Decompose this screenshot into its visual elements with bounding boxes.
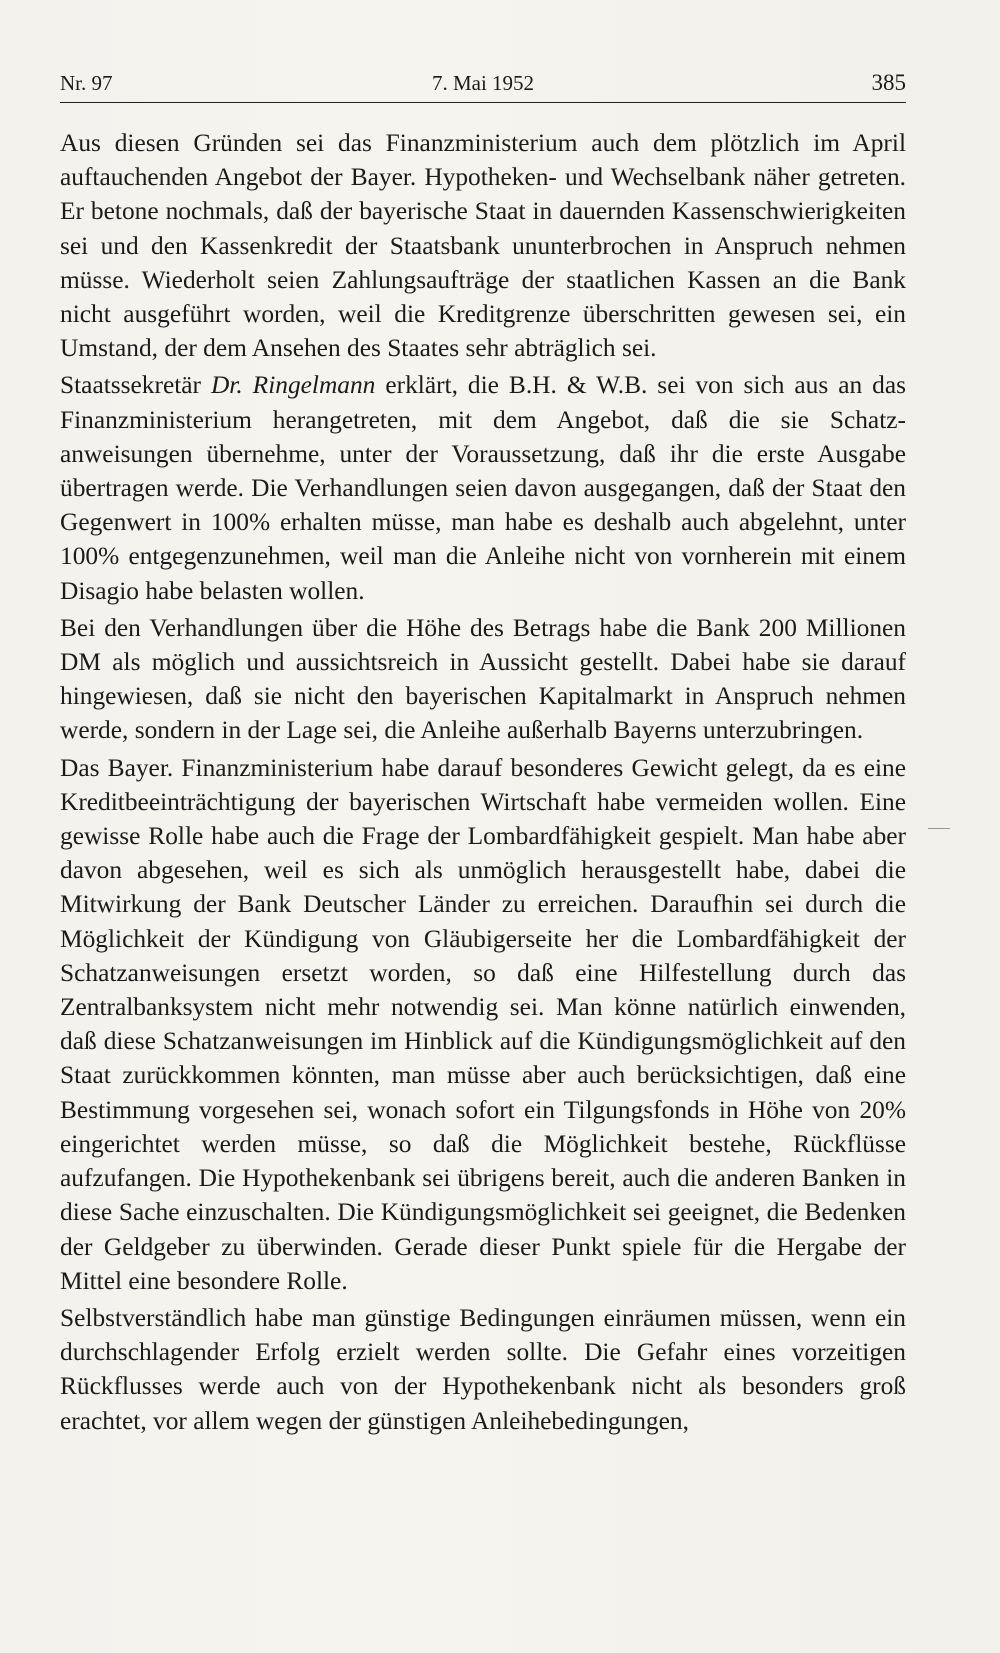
running-header bbox=[60, 68, 906, 98]
paragraph bbox=[60, 368, 906, 607]
paragraph-text: Staatssekretär bbox=[60, 371, 211, 400]
page-number: 385 bbox=[871, 70, 906, 95]
paragraph: Bei den Verhandlungen über die Höhe des Betrags habe die Bank 200 Millionen DM als möglich und aussichtsreich in Aussicht gestellt. Dabei habe sie darauf hingewiesen, daß sie nicht den bayerischen Kapitalmarkt in Anspruch nehmen werde, sondern in der Lage sei, die Anleihe außerhalb Bayerns unterzubringen. bbox=[60, 613, 906, 745]
person-name: Dr. Ringelmann bbox=[210, 371, 376, 400]
header-date: 7. Mai 1952 bbox=[431, 71, 535, 95]
paragraph: Das Bayer. Finanzministerium habe darauf besonderes Gewicht gelegt, da es eine Kreditbeeinträchtigung der bayerischen Wirtschaft habe vermeiden wollen. Eine gewisse Rolle habe auch die Frage der Lombardfähigkeit gespielt. Man habe aber davon abgesehen, weil es sich als unmöglich herausgestellt habe, dabei die Mitwirkung der Bank Deutscher Länder zu erreichen. Daraufhin sei durch die Möglichkeit der Kündigung von Gläubigerseite her die Lombardfähigkeit der Schatzanweisungen ersetzt worden, so daß eine Hilfestellung durch das Zentralbanksystem nicht mehr notwendig sei. Man könne natürlich einwenden, daß diese Schatzanweisungen im Hinblick auf die Kündigungsmöglichkeit auf den Staat zurückkommen könnten, man müsse aber auch berücksichtigen, daß eine Bestimmung vorgesehen sei, wonach sofort ein Tilgungsfonds in Höhe von 20% eingerichtet werden müsse, so daß die Möglichkeit bestehe, Rückflüsse aufzufangen. Die Hypothekenbank sei übrigens bereit, auch die anderen Banken in diese Sache einzuschalten. Die Kündigungsmöglichkeit sei geeignet, die Bedenken der Geldgeber zu überwinden. Gerade dieser Punkt spiele für die Hergabe der Mittel eine besondere Rolle. bbox=[60, 753, 906, 1295]
document-number: Nr. 97 bbox=[60, 71, 113, 95]
body-text bbox=[60, 126, 906, 1441]
paragraph: Aus diesen Gründen sei das Finanzministerium auch dem plötzlich im April auftauchenden Angebot der Bayer. Hypotheken- und Wechselbank näher getreten. Er betone nochmals, daß der bayerische Staat in dauernden Kassenschwierigkeiten sei und den Kassenkredit der Staatsbank ununterbrochen in Anspruch nehmen müsse. Wiederholt seien Zahlungsaufträge der staatlichen Kassen an die Bank nicht ausgeführt worden, weil die Kreditgrenze überschritten gewesen sei, ein Umstand, der dem Ansehen des Staates sehr abträglich sei. bbox=[60, 129, 906, 363]
paragraph: Selbstverständlich habe man günstige Bedingungen einräumen müssen, wenn ein durchschlagender Erfolg erzielt werden sollte. Die Gefahr eines vorzeitigen Rückflusses werde auch von der Hypothekenbank nicht als besonders groß erachtet, vor allem wegen der günstigen Anleihebedingungen, bbox=[60, 1303, 906, 1435]
margin-mark bbox=[928, 828, 950, 829]
paragraph-text: erklärt, die B.H. & W.B. sei von sich aus an das Finanzministerium herangetreten, mit dem Angebot, daß die sie Schatzanweisungen übernehme, unter der Voraussetzung, daß ihr die erste Ausgabe übertragen werde. Die Verhandlungen seien davon ausgegangen, daß der Staat den Gegenwert in 100% erhalten müsse, man habe es deshalb auch abgelehnt, unter 100% entgegenzunehmen, weil man die Anleihe nicht von vornherein mit einem Disagio habe belasten wollen. bbox=[60, 371, 906, 605]
header-rule bbox=[60, 102, 906, 103]
